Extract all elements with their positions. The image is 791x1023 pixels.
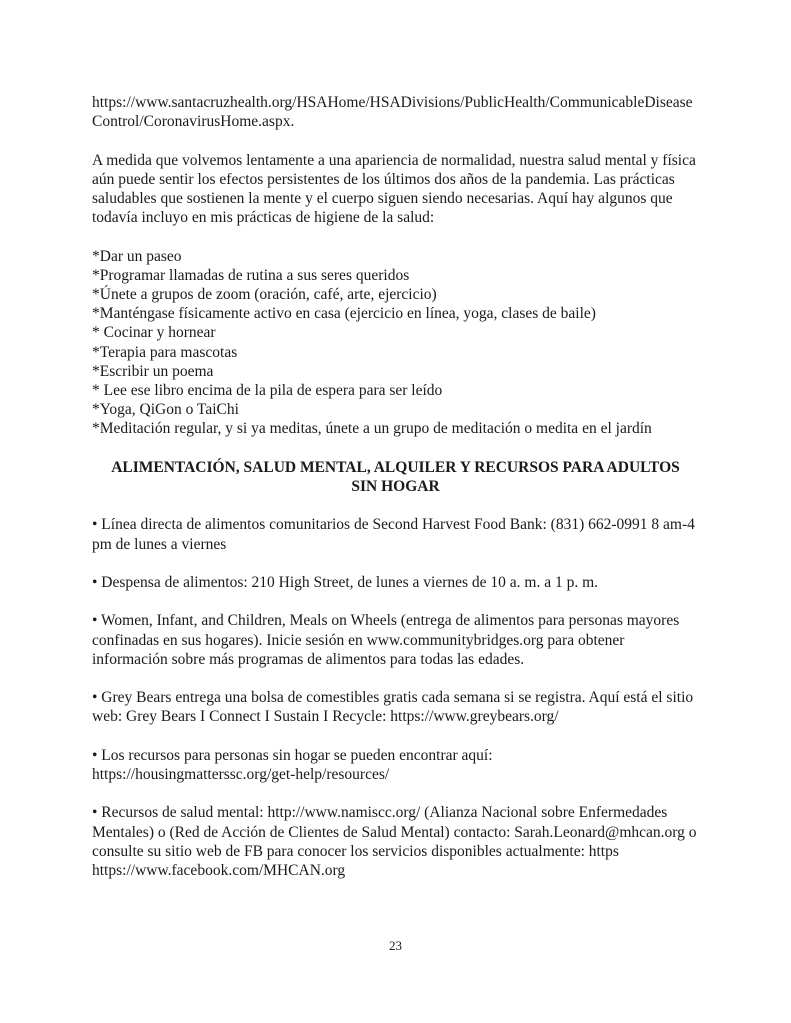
resource-item: • Grey Bears entrega una bolsa de comestibles gratis cada semana si se registra. Aquí está el sitio web: Grey Bears I Connect I Sustain I Recycle: https://www.greybears.org/: [92, 689, 694, 726]
url-line-2: Control/CoronavirusHome.aspx.: [92, 113, 295, 131]
resource-item: • Línea directa de alimentos comunitarios de Second Harvest Food Bank: (831) 662-0991 8 am-4 pm de lunes a viernes: [92, 516, 695, 553]
url-line-1: https://www.santacruzhealth.org/HSAHome/HSADivisions/PublicHealth/CommunicableDisease: [92, 94, 693, 111]
resource-item: • Los recursos para personas sin hogar se pueden encontrar aquí: https://housingmatterssc.org/get-help/resources/: [92, 746, 493, 783]
page-number: 23: [389, 938, 402, 953]
list-item: *Dar un paseo: [92, 247, 182, 265]
resource-item: • Women, Infant, and Children, Meals on Wheels (entrega de alimentos para personas mayores confinadas en sus hogares). Inicie sesión en www.communitybridges.org para obtener información sobre más programas de alimentos para todas las edades.: [92, 612, 680, 668]
list-item: *Terapia para mascotas: [92, 343, 238, 361]
list-item: *Manténgase físicamente activo en casa (ejercicio en línea, yoga, clases de baile): [92, 305, 596, 323]
list-item: *Escribir un poema: [92, 362, 214, 380]
practices-list: [92, 247, 699, 439]
section-heading: [92, 458, 699, 496]
list-item: *Únete a grupos de zoom (oración, café, arte, ejercicio): [92, 286, 437, 303]
list-item: *Yoga, QiGon o TaiChi: [92, 401, 239, 419]
intro-paragraph: A medida que volvemos lentamente a una apariencia de normalidad, nuestra salud mental y física aún puede sentir los efectos persistentes de los últimos dos años de la pandemia. Las prácticas saludables que sostienen la mente y el cuerpo siguen siendo necesarias. Aquí hay algunos que todavía incluyo en mis prácticas de higiene de la salud:: [92, 151, 696, 227]
resource-item: • Despensa de alimentos: 210 High Street, de lunes a viernes de 10 a. m. a 1 p. m.: [92, 574, 599, 591]
resource-item: • Recursos de salud mental: http://www.namiscc.org/ (Alianza Nacional sobre Enfermedades Mentales) o (Red de Acción de Clientes de Salud Mental) contacto: Sarah.Leonard@mhcan.org o consulte su sitio web de FB para conocer los servicios disponibles actualmente: https https://www.facebook.com/MHCAN.org: [92, 804, 697, 879]
section-heading-line-1: ALIMENTACIÓN, SALUD MENTAL, ALQUILER Y RECURSOS PARA ADULTOS: [111, 458, 680, 476]
url-paragraph: [92, 93, 699, 131]
list-item: *Meditación regular, y si ya meditas, únete a un grupo de meditación o medita en el jardín: [92, 420, 652, 438]
list-item: * Cocinar y hornear: [92, 324, 216, 342]
section-heading-line-2: SIN HOGAR: [351, 478, 440, 496]
list-item: *Programar llamadas de rutina a sus seres queridos: [92, 266, 410, 284]
list-item: * Lee ese libro encima de la pila de espera para ser leído: [92, 382, 443, 400]
